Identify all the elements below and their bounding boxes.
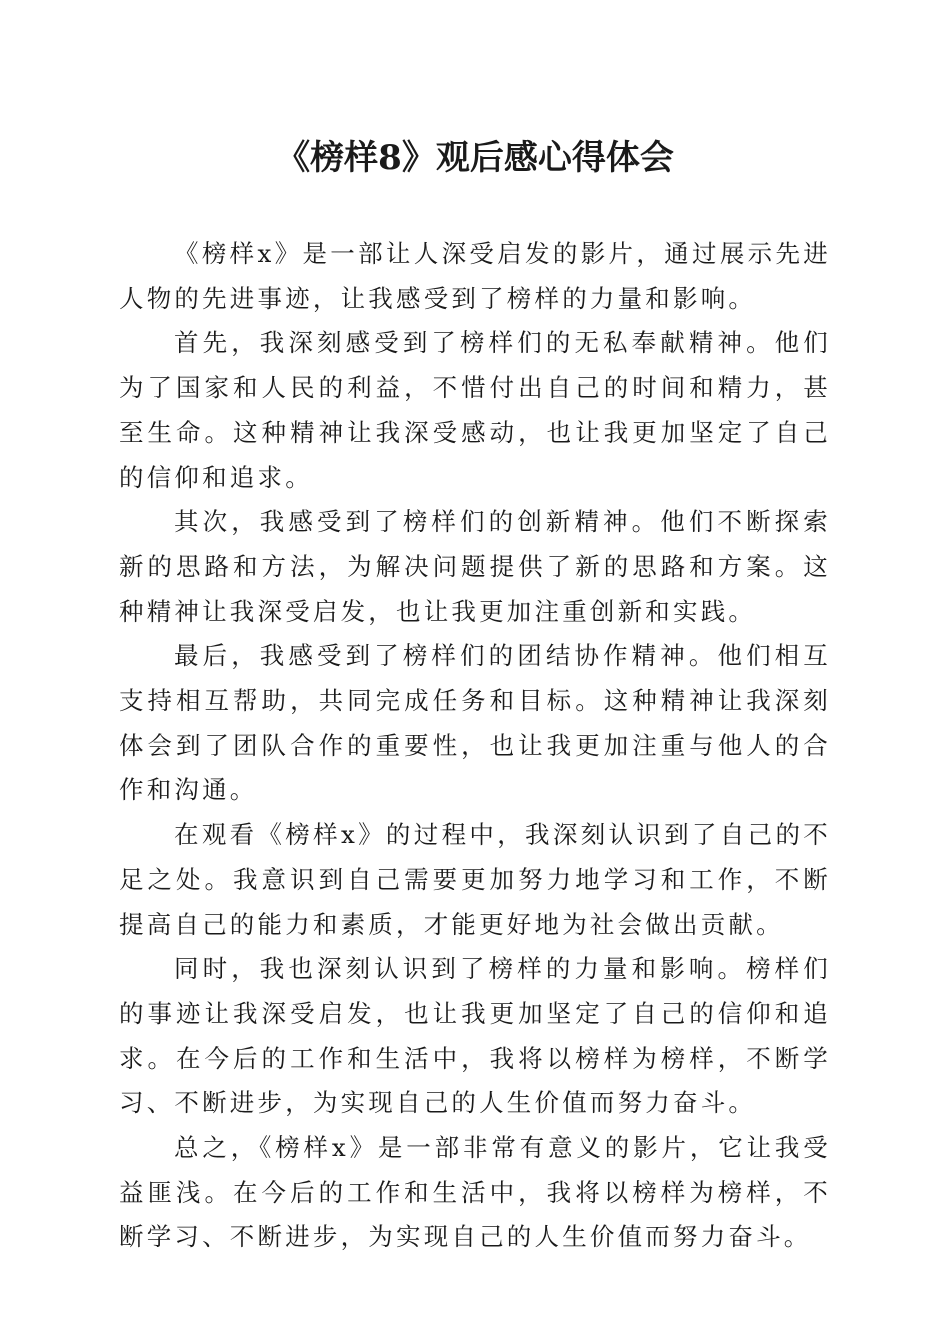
paragraph: 最后，我感受到了榜样们的团结协作精神。他们相互支持相互帮助，共同完成任务和目标。这种精神让我深刻体会到了团队合作的重要性，也让我更加注重与他人的合作和沟通。 — [119, 641, 831, 805]
document-body — [119, 232, 831, 1260]
paragraph: 在观看《榜样x》的过程中，我深刻认识到了自己的不足之处。我意识到自己需要更加努力地学习和工作，不断提高自己的能力和素质，才能更好地为社会做出贡献。 — [119, 820, 831, 939]
paragraph: 首先，我深刻感受到了榜样们的无私奉献精神。他们为了国家和人民的利益，不惜付出自己的时间和精力，甚至生命。这种精神让我深受感动，也让我更加坚定了自己的信仰和追求。 — [119, 328, 831, 492]
paragraph: 其次，我感受到了榜样们的创新精神。他们不断探索新的思路和方法，为解决问题提供了新的思路和方案。这种精神让我深受启发，也让我更加注重创新和实践。 — [119, 507, 831, 626]
paragraph: 《榜样x》是一部让人深受启发的影片，通过展示先进人物的先进事迹，让我感受到了榜样的力量和影响。 — [119, 239, 831, 313]
document-title: 《榜样8》观后感心得体会 — [276, 138, 674, 178]
paragraph: 总之，《榜样x》是一部非常有意义的影片，它让我受益匪浅。在今后的工作和生活中，我将以榜样为榜样，不断学习、不断进步，为实现自己的人生价值而努力奋斗。 — [119, 1133, 831, 1252]
paragraph: 同时，我也深刻认识到了榜样的力量和影响。榜样们的事迹让我深受启发，也让我更加坚定了自己的信仰和追求。在今后的工作和生活中，我将以榜样为榜样，不断学习、不断进步，为实现自己的人生价值而努力奋斗。 — [119, 954, 831, 1118]
